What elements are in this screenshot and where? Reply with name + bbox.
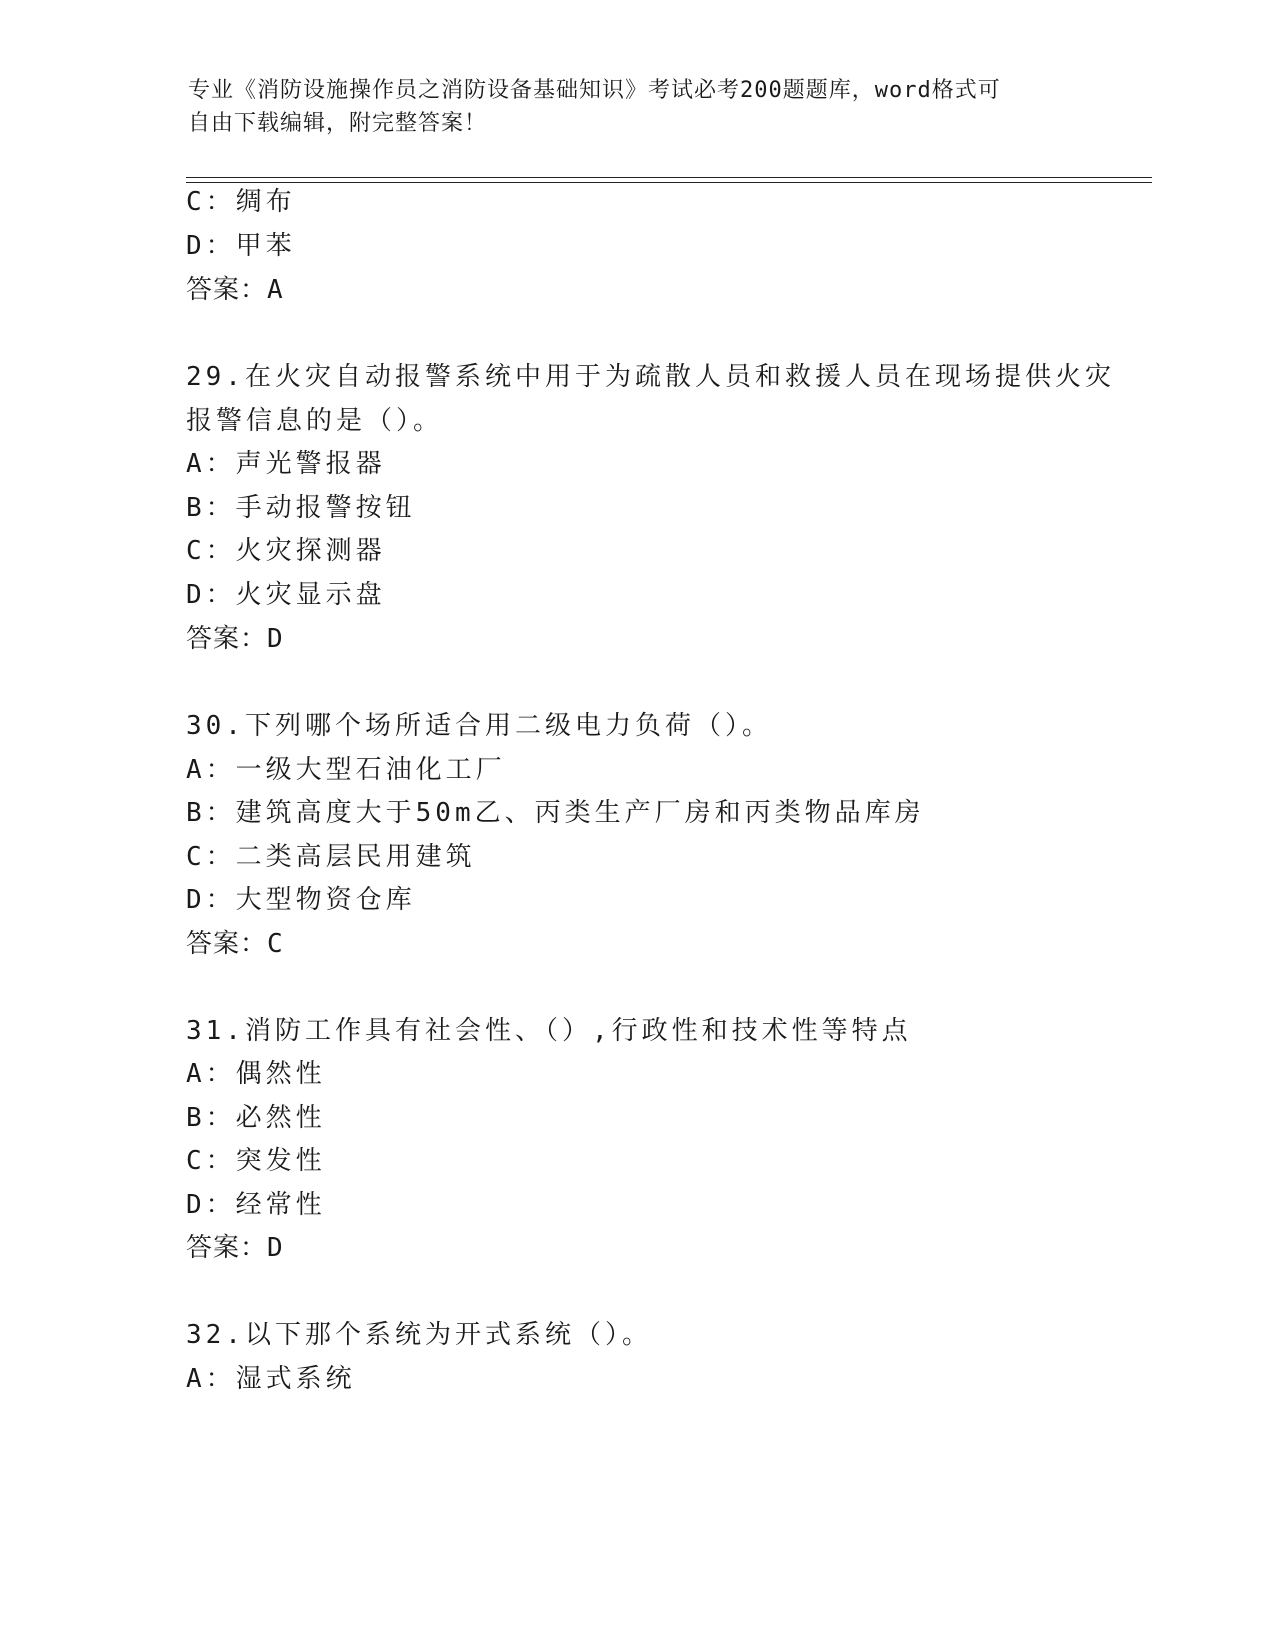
option-a: A：湿式系统 [186,1364,356,1394]
option-a: A：一级大型石油化工厂 [186,755,506,785]
answer-value: D [267,624,284,654]
header-divider-top [186,177,1152,178]
option-d: D：经常性 [186,1190,326,1220]
answer-label: 答案： [186,275,268,305]
option-a: A：声光警报器 [186,449,386,479]
answer-line [186,1233,284,1263]
header-divider-bottom [186,182,1152,183]
option-c: C：二类高层民用建筑 [186,842,476,872]
option-a: A：偶然性 [186,1059,326,1089]
question-stem: 31.消防工作具有社会性、（）,行政性和技术性等特点 [186,1016,912,1046]
option-b: B：必然性 [186,1103,326,1133]
option-b: B：建筑高度大于50m乙、丙类生产厂房和丙类物品库房 [186,798,925,828]
question-stem: 29.在火灾自动报警系统中用于为疏散人员和救援人员在现场提供火灾 [186,362,1115,392]
option-b: B：手动报警按钮 [186,493,416,523]
answer-value: D [267,1233,284,1263]
answer-label: 答案： [186,1233,268,1263]
answer-line [186,624,284,654]
question-stem: 32.以下那个系统为开式系统（）。 [186,1320,652,1350]
answer-line [186,275,284,305]
header-line-1: 专业《消防设施操作员之消防设备基础知识》考试必考200题题库，word格式可 [188,78,1001,103]
answer-value: C [267,929,284,959]
option-d: D：甲苯 [186,231,296,261]
option-c: C：火灾探测器 [186,536,386,566]
question-stem-continued: 报警信息的是（）。 [186,406,444,436]
answer-value: A [267,275,284,305]
header-line-2: 自由下载编辑，附完整答案！ [188,111,488,136]
option-c: C：绸布 [186,187,296,217]
option-d: D：大型物资仓库 [186,885,416,915]
option-c: C：突发性 [186,1146,326,1176]
answer-line [186,929,284,959]
header-text [188,74,1088,140]
answer-label: 答案： [186,624,268,654]
answer-label: 答案： [186,929,268,959]
option-d: D：火灾显示盘 [186,580,386,610]
question-stem: 30.下列哪个场所适合用二级电力负荷（）。 [186,711,772,741]
